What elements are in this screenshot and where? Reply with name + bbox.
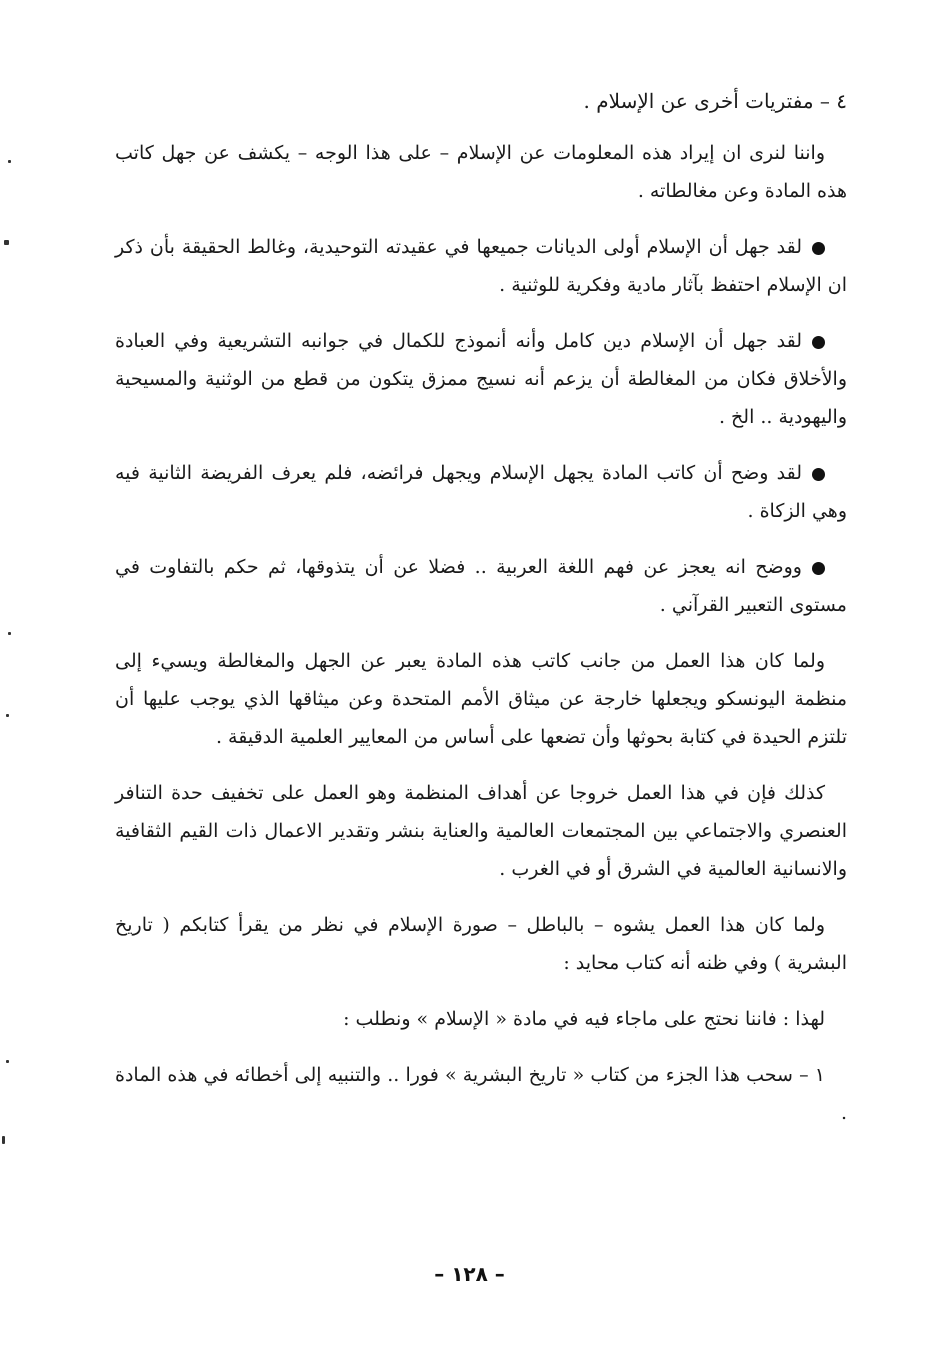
bullet-text-4: ووضح انه يعجز عن فهم اللغة العربية .. فضلا عن أن يتذوقها، ثم حكم بالتفاوت في مستوى التعبير القرآني . xyxy=(115,556,847,616)
bullet-text-1: لقد جهل أن الإسلام أولى الديانات جميعها في عقيدته التوحيدية، وغالط الحقيقة بأن ذكر ان الإسلام احتفظ بآثار مادية وفكرية للوثنية . xyxy=(115,236,847,296)
request-item-1: ١ – سحب هذا الجزء من كتاب « تاريخ البشرية » فورا .. والتنبيه إلى أخطائه في هذه المادة . xyxy=(115,1064,847,1124)
bullet-text-3: لقد وضح أن كاتب المادة يجهل الإسلام ويجهل فرائضه، فلم يعرف الفريضة الثانية فيه وهي الزكاة . xyxy=(115,462,847,522)
margin-speck xyxy=(8,632,11,635)
bullet-paragraph-4 xyxy=(115,548,847,624)
bullet-text-2: لقد جهل أن الإسلام دين كامل وأنه أنموذج للكمال في جوانبه التشريعية وفي العبادة والأخلاق فكان من المغالطة أن يزعم أنه نسيج ممزق يتكون من قطع من الوثنية والمسيحية واليهودية .. الخ . xyxy=(115,330,847,428)
margin-speck xyxy=(6,714,9,717)
section-heading: ٤ – مفتريات أخرى عن الإسلام . xyxy=(583,89,847,113)
bullet-paragraph-3 xyxy=(115,454,847,530)
bullet-icon xyxy=(812,468,825,481)
bullet-paragraph-2 xyxy=(115,322,847,436)
paragraph-8: لهذا : فاننا نحتج على ماجاء فيه في مادة « الإسلام » ونطلب : xyxy=(343,1008,825,1030)
margin-speck xyxy=(2,1136,5,1144)
document-body xyxy=(115,82,847,1150)
bullet-paragraph-1 xyxy=(115,228,847,304)
margin-speck xyxy=(6,1060,9,1063)
margin-speck xyxy=(8,160,11,163)
paragraph-5: ولما كان هذا العمل من جانب كاتب هذه المادة يعبر عن الجهل والمغالطة ويسيء إلى منظمة اليونسكو ويجعلها خارجة عن ميثاق الأمم المتحدة وعن ميثاقها الذي يوجب عليها أن تلتزم الحيدة في كتابة بحوثها وأن تضعها على أساس من المعايير العلمية الدقيقة . xyxy=(115,650,847,748)
paragraph-6: كذلك فإن في هذا العمل خروجا عن أهداف المنظمة وهو العمل على تخفيف حدة التنافر العنصري والاجتماعي بين المجتمعات العالمية والعناية بنشر وتقدير الاعمال ذات القيم الثقافية والانسانية العالمية في الشرق أو في الغرب . xyxy=(115,782,847,880)
bullet-icon xyxy=(812,336,825,349)
paragraph-7: ولما كان هذا العمل يشوه – بالباطل – صورة الإسلام في نظر من يقرأ كتابكم ( تاريخ البشرية ) وفي ظنه أنه كتاب محايد : xyxy=(115,914,847,974)
bullet-icon xyxy=(812,242,825,255)
bullet-icon xyxy=(812,562,825,575)
margin-speck xyxy=(4,240,9,245)
page-number: – ١٢٨ – xyxy=(434,1262,505,1286)
intro-paragraph: واننا لنرى ان إيراد هذه المعلومات عن الإسلام – على هذا الوجه – يكشف عن جهل كاتب هذه المادة وعن مغالطاته . xyxy=(115,142,847,202)
